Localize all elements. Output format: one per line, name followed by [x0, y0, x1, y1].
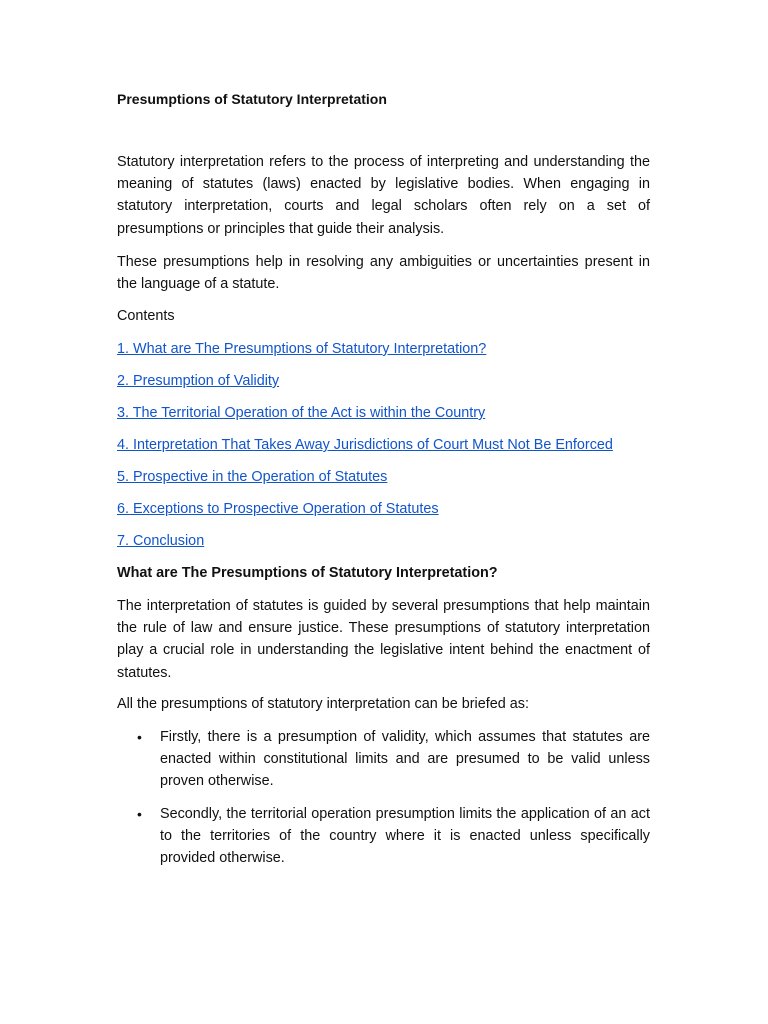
bullet-icon: • [137, 806, 142, 822]
document-title: Presumptions of Statutory Interpretation [117, 91, 387, 107]
intro-paragraph-1: Statutory interpretation refers to the process of interpreting and understanding the meaning of statutes (laws) enacted by legislative bodies. When engaging in statutory interpretation, courts and legal scholars often rely on a set of presumptions or principles that guide their analysis. [117, 154, 650, 237]
section-heading: What are The Presumptions of Statutory Interpretation? [117, 565, 498, 581]
toc-link-exceptions-prospective[interactable]: 6. Exceptions to Prospective Operation of Statutes [117, 501, 439, 517]
toc-link-conclusion[interactable]: 7. Conclusion [117, 533, 205, 549]
toc-link-jurisdiction-of-court[interactable]: 4. Interpretation That Takes Away Jurisdictions of Court Must Not Be Enforced [117, 437, 613, 453]
section-paragraph-2: All the presumptions of statutory interpretation can be briefed as: [117, 696, 529, 712]
bullet-text: Secondly, the territorial operation presumption limits the application of an act to the territories of the country where it is enacted unless specifically provided otherwise. [160, 806, 650, 867]
toc-link-presumption-of-validity[interactable]: 2. Presumption of Validity [117, 373, 280, 389]
intro-paragraph-2: These presumptions help in resolving any ambiguities or uncertainties present in the language of a statute. [117, 254, 650, 293]
section-paragraph-1: The interpretation of statutes is guided by several presumptions that help maintain the rule of law and ensure justice. These presumptions of statutory interpretation play a crucial role in understanding the legislative intent behind the enactment of statutes. [117, 598, 650, 681]
bullet-text: Firstly, there is a presumption of validity, which assumes that statutes are enacted within constitutional limits and are presumed to be valid unless proven otherwise. [160, 729, 650, 790]
toc-link-prospective-operation[interactable]: 5. Prospective in the Operation of Statutes [117, 469, 388, 485]
toc-link-what-are-presumptions[interactable]: 1. What are The Presumptions of Statutory Interpretation? [117, 341, 487, 357]
bullet-icon: • [137, 729, 142, 745]
toc-link-territorial-operation[interactable]: 3. The Territorial Operation of the Act is within the Country [117, 405, 486, 421]
contents-label: Contents [117, 308, 175, 324]
